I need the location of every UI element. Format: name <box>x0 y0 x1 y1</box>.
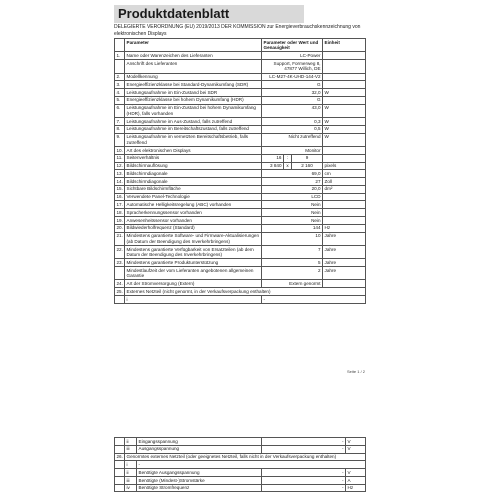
unit-cell: A <box>346 476 366 484</box>
unit-cell: pixels <box>323 162 366 170</box>
row-number: 13. <box>116 170 123 176</box>
table-row <box>115 224 366 232</box>
sub-number: iii <box>125 445 137 453</box>
parameter-cell: Energieeffizienzklasse bei Standard-Dynamikumfang (SDR) <box>125 81 262 89</box>
value-cell: 2 <box>262 267 323 280</box>
empty-cell <box>115 476 125 484</box>
parameter-cell: Leistungsaufnahme im Ein-Zustand bei SDR <box>125 89 262 97</box>
unit-cell: Jahre <box>323 232 366 245</box>
unit-cell: Jahre <box>323 259 366 267</box>
row-number: 8. <box>115 125 125 133</box>
sub-number: i <box>125 461 137 469</box>
parameter-cell: Benötigte (Mindest-)Stromstärke <box>137 476 262 484</box>
separator-cell: x <box>284 162 292 170</box>
value-cell: Nein <box>262 217 323 225</box>
value-cell: Nein <box>262 209 323 217</box>
row-number <box>115 60 125 73</box>
unit-cell <box>323 154 366 162</box>
parameter-cell: Leistungsaufnahme im Bereitschaftszustand, falls zutreffend <box>125 125 262 133</box>
parameter-cell: Mindestens garantierte Software- und Firmware-Aktualisierungen (ab Datum der Beendigung des Inverkehrbringens) <box>125 232 262 245</box>
unit-cell: W <box>323 104 366 117</box>
row-number: 18. <box>116 209 123 215</box>
value-cell: 5 <box>262 259 323 267</box>
table-row <box>115 438 366 446</box>
header-parameter: Parameter <box>125 39 262 52</box>
table-row <box>115 209 366 217</box>
unit-cell: Hz <box>323 224 366 232</box>
unit-cell: W <box>323 133 366 146</box>
table-row <box>115 73 366 81</box>
table-row <box>115 133 366 146</box>
value-cell: 69,0 <box>262 170 323 178</box>
unit-cell <box>323 73 366 81</box>
table-row <box>115 52 366 60</box>
value-cell: 32,0 <box>262 89 323 97</box>
table-row <box>115 461 366 469</box>
sub-number: ii <box>125 438 137 446</box>
table-row <box>115 217 366 225</box>
row-number: 23. <box>116 259 123 265</box>
unit-cell: V <box>346 469 366 477</box>
table-row <box>115 476 366 484</box>
value-cell: - <box>137 461 366 469</box>
empty-cell <box>115 438 125 446</box>
unit-cell <box>323 81 366 89</box>
value-cell: 0,3 <box>262 118 323 126</box>
parameter-cell: Name oder Warenzeichen des Lieferanten <box>125 52 262 60</box>
unit-cell: V <box>346 438 366 446</box>
row-number: 12. <box>116 163 123 169</box>
unit-cell: V <box>346 445 366 453</box>
table-row <box>115 232 366 245</box>
value-cell: G <box>262 81 323 89</box>
table-row <box>115 288 366 296</box>
table-row <box>115 170 366 178</box>
table-row <box>115 81 366 89</box>
separator-cell: : <box>284 154 292 162</box>
unit-cell: cm <box>323 170 366 178</box>
parameter-cell: Mindestlaufzeit der vom Lieferanten angebotenen allgemeinen Garantie <box>125 267 262 280</box>
empty-cell <box>115 469 125 477</box>
row-number: 25. <box>116 288 123 294</box>
table-row <box>115 146 366 154</box>
parameter-cell: Mindestens garantierte Produktunterstützung <box>125 259 262 267</box>
unit-cell: Hz <box>346 484 366 492</box>
table-row <box>115 125 366 133</box>
table-row <box>115 201 366 209</box>
sub-number: iii <box>125 476 137 484</box>
row-number: 4. <box>115 89 125 97</box>
table-row <box>115 96 366 104</box>
value-cell: 16 <box>262 154 284 162</box>
row-number: 14. <box>116 178 123 184</box>
unit-cell <box>323 217 366 225</box>
table-row <box>115 445 366 453</box>
value-cell: 144 <box>262 224 323 232</box>
parameter-cell: Mindestens garantierte Verfügbarkeit von Ersatzteilen (ab dem Datum der Beendigung des Inverkehrbringens) <box>125 245 262 258</box>
row-number: 5. <box>115 96 125 104</box>
value-cell: 0,5 <box>262 125 323 133</box>
sub-number: i <box>125 296 262 304</box>
sub-number: iv <box>125 484 137 492</box>
row-number: 3. <box>115 81 125 89</box>
value-cell: LC-M27-4K-UHD-144-V2 <box>262 73 323 81</box>
value-cell: Nein <box>262 201 323 209</box>
value-cell: 27 <box>262 178 323 186</box>
row-number: 17. <box>116 202 123 208</box>
table-row <box>115 162 366 170</box>
table-row <box>115 469 366 477</box>
value-cell: - <box>262 469 346 477</box>
parameter-cell: Spracherkennungssensor vorhanden <box>125 209 262 217</box>
unit-cell: W <box>323 125 366 133</box>
row-number: 16. <box>116 194 123 200</box>
row-number: 6. <box>115 104 125 117</box>
value-cell: 9 <box>292 154 323 162</box>
intro-text: DELEGIERTE VERORDNUNG (EU) 2019/2013 DER KOMMISSION zur Energieverbrauchskennzeichnung von elektronischen Displays <box>114 24 361 37</box>
unit-cell: dm² <box>323 185 366 193</box>
empty-cell <box>115 445 125 453</box>
unit-cell <box>323 60 366 73</box>
unit-cell: Zoll <box>323 178 366 186</box>
table-row <box>115 193 366 201</box>
parameter-cell: Bildwiederholfrequenz (Standard) <box>125 224 262 232</box>
table-row <box>115 453 366 461</box>
table-row <box>115 104 366 117</box>
sub-number: ii <box>125 469 137 477</box>
parameter-cell: Eingangsspannung <box>137 438 262 446</box>
table-row <box>115 280 366 288</box>
table-row <box>115 178 366 186</box>
table-row <box>115 185 366 193</box>
table-row <box>115 118 366 126</box>
value-cell: Support, Formerweg 8, 47877 Willich, DE <box>262 60 323 73</box>
table-header <box>115 39 366 52</box>
unit-cell: Jahre <box>323 267 366 280</box>
value-cell: 7 <box>262 245 323 258</box>
value-cell: G <box>262 96 323 104</box>
product-data-table <box>114 38 366 304</box>
table-row <box>115 484 366 492</box>
table-row <box>115 267 366 280</box>
parameter-cell: Bildschirmdiagonale <box>125 170 262 178</box>
value-cell: - <box>262 445 346 453</box>
row-number: 20. <box>116 225 123 231</box>
value-cell: Extern genormt <box>262 280 323 288</box>
page-title: Produktdatenblatt <box>114 5 304 23</box>
value-cell: 43,0 <box>262 104 323 117</box>
parameter-cell: Sichtbare Bildschirmfläche <box>125 185 262 193</box>
table-row <box>115 245 366 258</box>
row-number: 7. <box>115 118 125 126</box>
value-cell: Monitor <box>262 146 323 154</box>
parameter-cell: Benötigte Ausgangsspannung <box>137 469 262 477</box>
table-row <box>115 154 366 162</box>
empty-cell <box>115 461 125 469</box>
row-number <box>115 267 125 280</box>
parameter-cell: Leistungsaufnahme im vernetzten Bereitschaftsbetrieb, falls zutreffend <box>125 133 262 146</box>
table-row <box>115 259 366 267</box>
unit-cell <box>323 201 366 209</box>
parameter-cell: Energieeffizienzklasse bei hohem Dynamikumfang (HDR) <box>125 96 262 104</box>
section-cell: Externes Netzteil (nicht genormt, in der Verkaufsverpackung enthalten) <box>125 288 366 296</box>
value-cell: - <box>262 484 346 492</box>
unit-cell <box>323 209 366 217</box>
parameter-cell: Bildschirmauflösung <box>125 162 262 170</box>
row-number: 10. <box>116 147 123 153</box>
parameter-cell: Anwesenheitssensor vorhanden <box>125 217 262 225</box>
row-number: 1. <box>115 52 125 60</box>
value-cell: 2 160 <box>292 162 323 170</box>
section-cell: Genormtes externes Netzteil (oder geeignetes Netzteil, falls nicht in der Verkaufsverpackung enthalten) <box>125 453 366 461</box>
empty-cell <box>115 296 125 304</box>
unit-cell <box>323 193 366 201</box>
unit-cell <box>323 96 366 104</box>
empty-cell <box>115 484 125 492</box>
row-number: 22. <box>115 245 125 258</box>
parameter-cell: Bildschirmdiagonale <box>125 178 262 186</box>
unit-cell: Jahre <box>323 245 366 258</box>
row-number: 21. <box>115 232 125 245</box>
parameter-cell: Leistungsaufnahme im Ein-Zustand bei hohem Dynamikumfang (HDR), falls vorhanden <box>125 104 262 117</box>
header-unit: Einheit <box>323 39 366 52</box>
unit-cell: W <box>323 89 366 97</box>
table-row <box>115 296 366 304</box>
unit-cell <box>323 52 366 60</box>
parameter-cell: Leistungsaufnahme im Aus-Zustand, falls zutreffend <box>125 118 262 126</box>
parameter-cell: Verwendete Panel-Technologie <box>125 193 262 201</box>
parameter-cell: Art der Stromversorgung (Extern) <box>125 280 262 288</box>
value-cell: Nicht zutreffend <box>262 133 323 146</box>
table-row <box>115 60 366 73</box>
header-value: Parameter oder Wert und Genauigkeit <box>262 39 323 52</box>
unit-cell: W <box>323 118 366 126</box>
value-cell: - <box>262 438 346 446</box>
value-cell: LC-Power <box>262 52 323 60</box>
parameter-cell: Seitenverhältnis <box>125 154 262 162</box>
row-number: 24. <box>116 281 123 287</box>
value-cell: 10 <box>262 232 323 245</box>
unit-cell <box>323 146 366 154</box>
parameter-cell: Benötigte Stromfrequenz <box>137 484 262 492</box>
parameter-cell: Modellkennung <box>125 73 262 81</box>
parameter-cell: Art des elektronischen Displays <box>125 146 262 154</box>
value-cell: 20,0 <box>262 185 323 193</box>
parameter-cell: Ausgangsspannung <box>137 445 262 453</box>
value-cell: - <box>262 296 366 304</box>
value-cell: - <box>262 476 346 484</box>
row-number: 2. <box>115 73 125 81</box>
row-number: 19. <box>116 217 123 223</box>
table-row <box>115 89 366 97</box>
page-number: Seite 1 / 2 <box>347 369 366 374</box>
value-cell: LCD <box>262 193 323 201</box>
parameter-cell: Automatische Helligkeitsregelung (ABC) vorhanden <box>125 201 262 209</box>
row-number: 11. <box>116 155 123 161</box>
unit-cell <box>323 280 366 288</box>
row-number: 9. <box>115 133 125 146</box>
parameter-cell: Anschrift des Lieferanten <box>125 60 262 73</box>
value-cell: 3 840 <box>262 162 284 170</box>
row-number: 15. <box>116 186 123 192</box>
product-data-table-page-2 <box>114 437 366 492</box>
row-number: 26. <box>116 454 123 460</box>
